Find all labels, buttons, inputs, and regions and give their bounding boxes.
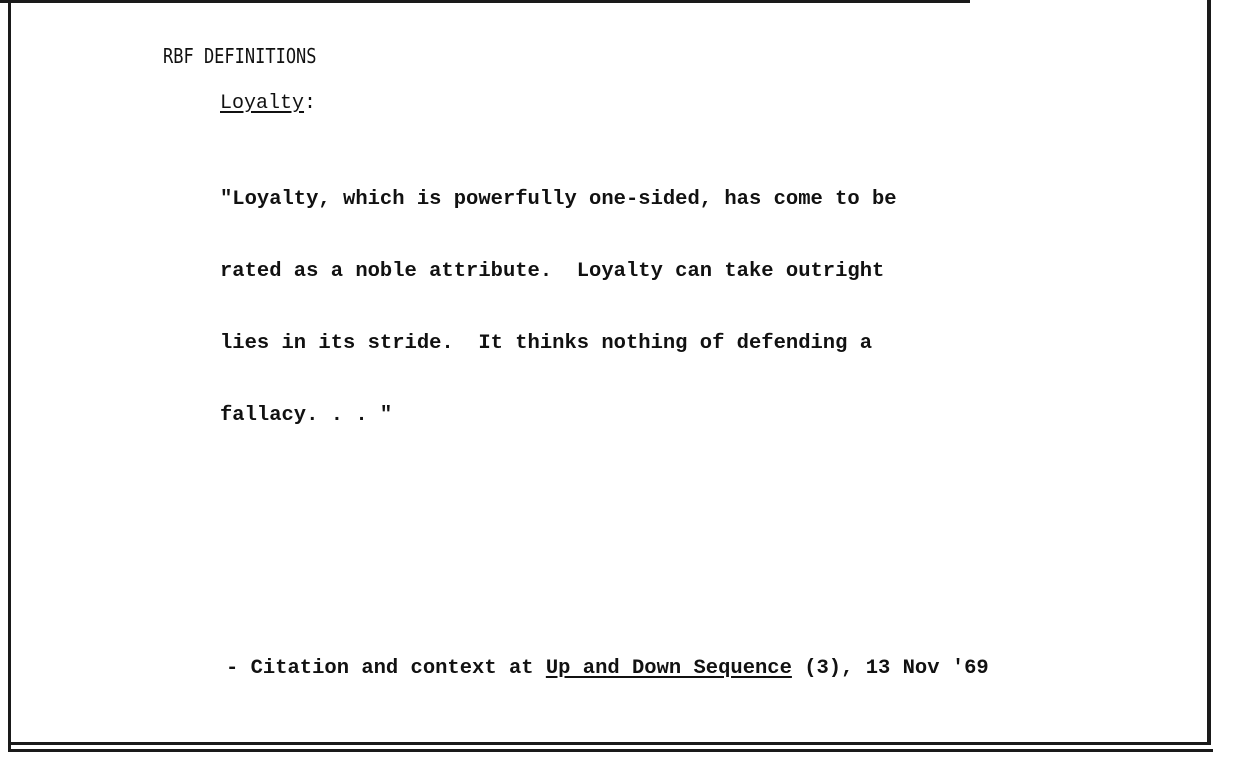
quote-line: fallacy. . . " [220, 404, 393, 427]
citation-source-link[interactable]: Up and Down Sequence [545, 657, 792, 680]
quote-line: "Loyalty, which is powerfully one-sided, has come to be [220, 188, 897, 211]
card-border-bottom [8, 742, 1211, 745]
citation-line [226, 657, 989, 680]
quote-line: lies in its stride. It thinks nothing of defending a [220, 332, 873, 355]
definition-term [220, 92, 316, 115]
card-header: RBF DEFINITIONS [163, 44, 317, 68]
card-border-right [1207, 0, 1211, 745]
card-border-bottom-outer [8, 749, 1213, 752]
citation-suffix: (3), 13 Nov '69 [791, 657, 989, 680]
term-label: Loyalty [220, 92, 305, 115]
card-border-left [8, 0, 11, 752]
definition-quote [220, 140, 897, 476]
card-border-top [0, 0, 970, 3]
citation-prefix: - Citation and context at [226, 657, 546, 680]
term-colon: : [304, 92, 317, 115]
quote-line: rated as a noble attribute. Loyalty can take outright [220, 260, 885, 283]
